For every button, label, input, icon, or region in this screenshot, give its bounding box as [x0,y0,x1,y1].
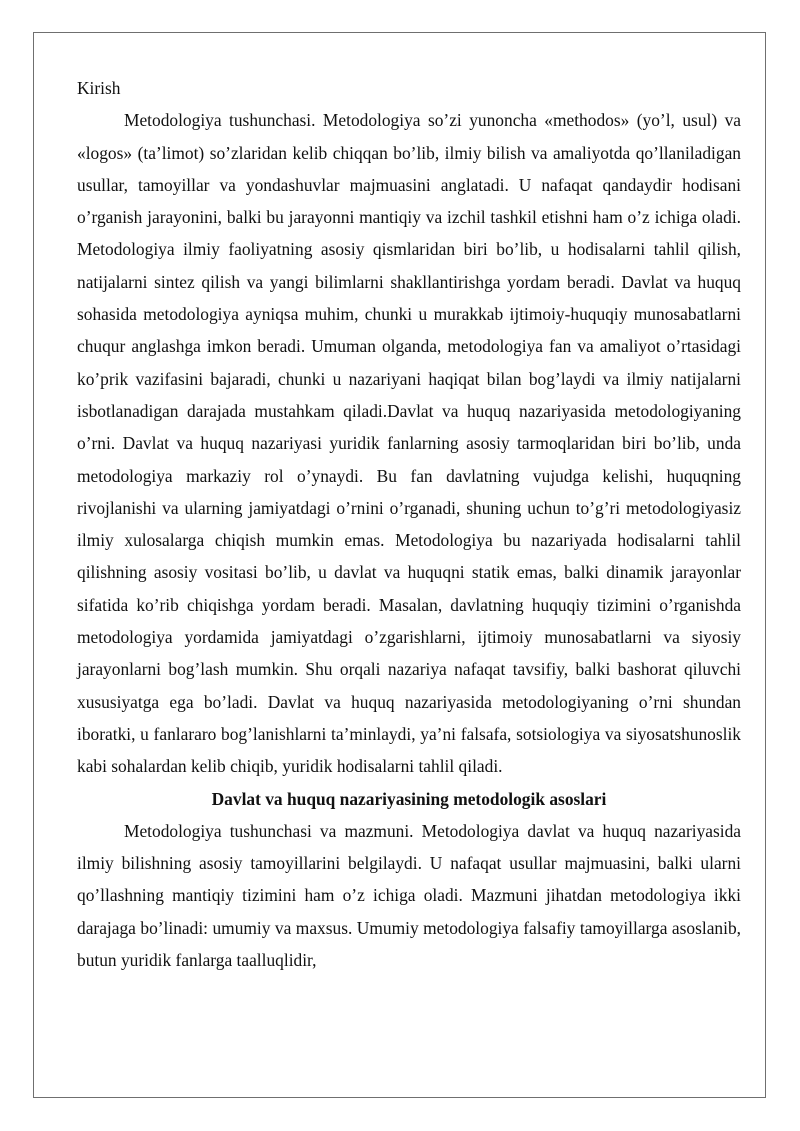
document-body [77,72,741,976]
intro-heading: Kirish [77,78,121,98]
section-paragraph: Metodologiya tushunchasi va mazmuni. Metodologiya davlat va huquq nazariyasida ilmiy bilishning asosiy tamoyillarini belgilaydi. U nafaqat usullar majmuasini, balki ularni qo’llashning mantiqiy tizimini ham o’z ichiga oladi. Mazmuni jihatdan metodologiya ikki darajaga bo’linadi: umumiy va maxsus. Umumiy metodologiya falsafiy tamoyillarga asoslanib, butun yuridik fanlarga taalluqlidir, [77,820,741,971]
section-heading: Davlat va huquq nazariyasining metodologik asoslari [211,788,607,809]
intro-paragraph: Metodologiya tushunchasi. Metodologiya so’zi yunoncha «methodos» (yo’l, usul) va «logos» (ta’limot) so’zlaridan kelib chiqqan bo’lib, ilmiy bilish va amaliyotda qo’llaniladigan usullar, tamoyillar va yondashuvlar majmuasini anglatadi. U nafaqat qandaydir hodisani o’rganish jarayonini, balki bu jarayonni mantiqiy va izchil tashkil etishni ham o’z ichiga oladi. Metodologiya ilmiy faoliyatning asosiy qismlaridan biri bo’lib, u hodisalarni tahlil qilish, natijalarni sintez qilish va yangi bilimlarni shakllantirishga yordam beradi. Davlat va huquq sohasida metodologiya ayniqsa muhim, chunki u murakkab ijtimoiy-huquqiy munosabatlarni chuqur anglashga imkon beradi. Umuman olganda, metodologiya fan va amaliyot o’rtasidagi ko’prik vazifasini bajaradi, chunki u nazariyani haqiqat bilan bog’laydi va ilmiy natijalarni isbotlanadigan darajada mustahkam qiladi.Davlat va huquq nazariyasida metodologiyaning o’rni. Davlat va huquq nazariyasi yuridik fanlarning asosiy tarmoqlaridan biri bo’lib, unda metodologiya markaziy rol o’ynaydi. Bu fan davlatning vujudga kelishi, huquqning rivojlanishi va ularning jamiyatdagi o’rnini o’rganadi, shuning uchun to’g’ri metodologiyasiz ilmiy xulosalarga chiqish mumkin emas. Metodologiya bu nazariyada hodisalarni tahlil qilishning asosiy vositasi bo’lib, u davlat va huquqni statik emas, balki dinamik jarayonlar sifatida ko’rib chiqishga yordam beradi. Masalan, davlatning huquqiy tizimini o’rganishda metodologiya yordamida jamiyatdagi o’zgarishlarni, ijtimoiy munosabatlarni va siyosiy jarayonlarni bog’lash mumkin. Shu orqali nazariya nafaqat tavsifiy, balki bashorat qiluvchi xususiyatga ega bo’ladi. Davlat va huquq nazariyasida metodologiyaning o’rni shundan iboratki, u fanlararo bog’lanishlarni ta’minlaydi, ya’ni falsafa, sotsiologiya va siyosatshunoslik kabi sohalardan kelib chiqib, yuridik hodisalarni tahlil qiladi. [77,110,741,777]
